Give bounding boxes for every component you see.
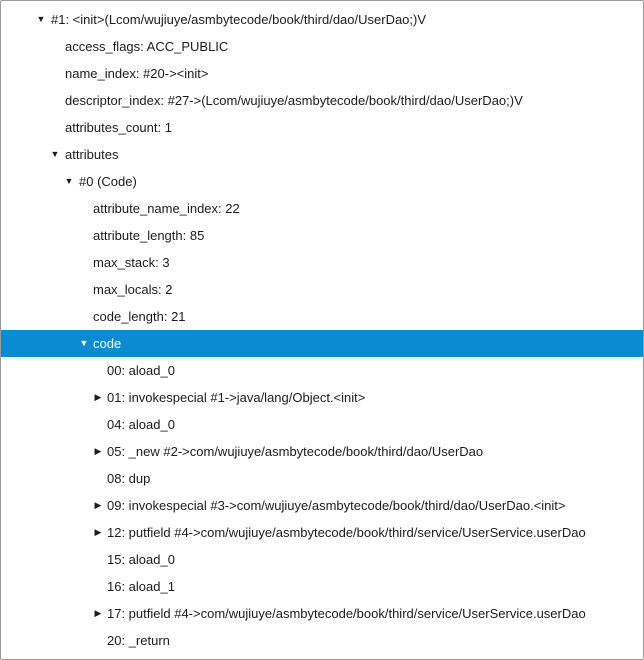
instruction-label: 09: invokespecial #3->com/wujiuye/asmbytecode/book/third/dao/UserDao.<init>	[107, 498, 566, 513]
tree-node-label: attributes_count: 1	[65, 120, 172, 135]
tree-node-label: attribute_length: 85	[93, 228, 205, 243]
tree-node-label: max_stack: 3	[93, 255, 170, 270]
instruction-row[interactable]	[1, 627, 643, 654]
instruction-label: 05: _new #2->com/wujiuye/asmbytecode/book/third/dao/UserDao	[107, 444, 484, 459]
instruction-label: 16: aload_1	[107, 579, 175, 594]
triangle-down-icon[interactable]: ▼	[79, 338, 89, 348]
triangle-right-icon[interactable]: ▶	[94, 527, 102, 537]
bytecode-tree	[1, 6, 643, 654]
triangle-down-icon[interactable]: ▼	[50, 149, 60, 159]
tree-node-label: code	[93, 336, 122, 351]
instruction-row[interactable]	[1, 519, 643, 546]
tree-node-label: #0 (Code)	[79, 174, 137, 189]
tree-node-label: attribute_name_index: 22	[93, 201, 240, 216]
instruction-row[interactable]	[1, 438, 643, 465]
instruction-row[interactable]	[1, 492, 643, 519]
instruction-label: 20: _return	[107, 633, 170, 648]
tree-node-attributes-count[interactable]	[1, 114, 643, 141]
instruction-label: 01: invokespecial #1->java/lang/Object.<init>	[107, 390, 366, 405]
triangle-right-icon[interactable]: ▶	[94, 446, 102, 456]
tree-node-label: attributes	[65, 147, 119, 162]
instruction-row[interactable]	[1, 546, 643, 573]
tree-node-label: name_index: #20-><init>	[65, 66, 209, 81]
triangle-down-icon[interactable]: ▼	[64, 176, 74, 186]
instruction-label: 15: aload_0	[107, 552, 175, 567]
tree-node-code-attribute[interactable]	[1, 168, 643, 195]
tree-node-attributes[interactable]	[1, 141, 643, 168]
triangle-right-icon[interactable]: ▶	[94, 500, 102, 510]
instruction-label: 04: aload_0	[107, 417, 175, 432]
triangle-down-icon[interactable]: ▼	[36, 14, 46, 24]
tree-node-descriptor-index[interactable]	[1, 87, 643, 114]
tree-node-code-length[interactable]	[1, 303, 643, 330]
instruction-label: 08: dup	[107, 471, 151, 486]
instruction-row[interactable]	[1, 600, 643, 627]
instruction-row[interactable]	[1, 465, 643, 492]
tree-node-name-index[interactable]	[1, 60, 643, 87]
tree-node-attribute-length[interactable]	[1, 222, 643, 249]
instruction-label: 00: aload_0	[107, 363, 175, 378]
instruction-label: 12: putfield #4->com/wujiuye/asmbytecode/book/third/service/UserService.userDao	[107, 525, 586, 540]
tree-node-label: code_length: 21	[93, 309, 186, 324]
instruction-row[interactable]	[1, 357, 643, 384]
tree-node-attribute-name-index[interactable]	[1, 195, 643, 222]
tree-node-method-init[interactable]	[1, 6, 643, 33]
tree-node-label: max_locals: 2	[93, 282, 173, 297]
triangle-right-icon[interactable]: ▶	[94, 392, 102, 402]
triangle-right-icon[interactable]: ▶	[94, 608, 102, 618]
tree-node-label: descriptor_index: #27->(Lcom/wujiuye/asmbytecode/book/third/dao/UserDao;)V	[65, 93, 523, 108]
instruction-row[interactable]	[1, 573, 643, 600]
tree-node-code[interactable]	[1, 330, 643, 357]
tree-node-label: #1: <init>(Lcom/wujiuye/asmbytecode/book/third/dao/UserDao;)V	[51, 12, 427, 27]
tree-node-label: access_flags: ACC_PUBLIC	[65, 39, 229, 54]
instruction-row[interactable]	[1, 384, 643, 411]
tree-node-access-flags[interactable]	[1, 33, 643, 60]
tree-node-max-stack[interactable]	[1, 249, 643, 276]
instruction-row[interactable]	[1, 411, 643, 438]
instruction-label: 17: putfield #4->com/wujiuye/asmbytecode/book/third/service/UserService.userDao	[107, 606, 586, 621]
tree-node-max-locals[interactable]	[1, 276, 643, 303]
